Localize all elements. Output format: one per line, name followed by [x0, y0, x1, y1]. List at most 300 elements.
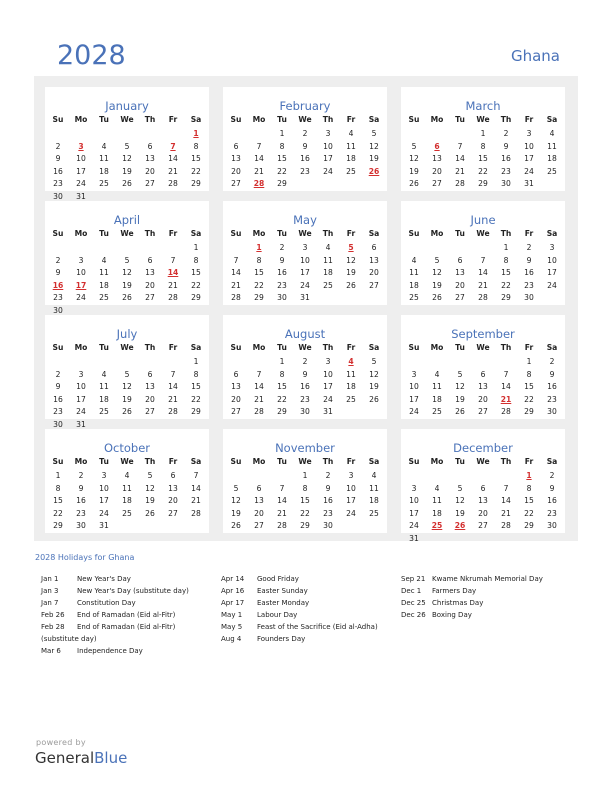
day: 19 — [346, 268, 356, 277]
weekday-header: Sa — [368, 457, 380, 466]
day: 26 — [231, 521, 241, 530]
day: 20 — [168, 496, 178, 505]
day: 22 — [524, 394, 534, 404]
day: 7 — [279, 483, 285, 493]
day: 15 — [524, 496, 534, 505]
day: 17 — [547, 268, 557, 277]
day: 14 — [455, 154, 465, 163]
holiday-day: 5 — [348, 243, 354, 252]
holiday-name: Labour Day — [257, 611, 298, 619]
day: 15 — [501, 268, 511, 277]
day: 31 — [76, 419, 86, 429]
weekday-header: Fr — [168, 115, 178, 124]
day: 22 — [191, 280, 201, 290]
day: 30 — [53, 191, 63, 201]
day: 18 — [122, 496, 132, 505]
day: 3 — [348, 471, 354, 480]
day: 6 — [480, 369, 486, 379]
weekday-header: Th — [144, 115, 156, 124]
weekday-header: Sa — [546, 457, 558, 466]
day: 5 — [124, 141, 130, 151]
day: 21 — [478, 280, 488, 290]
day: 11 — [547, 141, 557, 151]
day: 2 — [302, 357, 308, 366]
day: 11 — [409, 268, 419, 277]
day: 10 — [300, 255, 310, 265]
day: 29 — [53, 521, 63, 530]
day: 29 — [277, 179, 287, 188]
day: 9 — [302, 369, 308, 379]
day: 8 — [193, 255, 199, 265]
day: 24 — [323, 394, 333, 404]
day: 22 — [277, 394, 287, 404]
weekday-header: Su — [52, 343, 64, 352]
weekday-header: Su — [52, 229, 64, 238]
day: 2 — [325, 471, 331, 480]
day: 6 — [457, 255, 463, 265]
day: 17 — [323, 154, 333, 163]
day: 22 — [254, 280, 264, 290]
day: 7 — [170, 255, 176, 265]
day: 24 — [76, 293, 86, 302]
day: 17 — [524, 154, 534, 163]
weekday-header: We — [476, 457, 490, 466]
day: 4 — [411, 255, 417, 265]
day: 3 — [101, 471, 107, 480]
day: 31 — [524, 179, 534, 188]
day: 14 — [501, 382, 511, 391]
holidays-title: 2028 Holidays for Ghana — [35, 553, 135, 562]
day: 1 — [480, 129, 486, 138]
day: 5 — [457, 369, 463, 379]
day: 27 — [455, 293, 465, 302]
day: 29 — [191, 407, 201, 416]
month-panel-december — [401, 429, 565, 543]
weekday-header: Fr — [168, 229, 178, 238]
weekday-header: Sa — [546, 115, 558, 124]
day: 3 — [549, 243, 555, 252]
day: 16 — [277, 268, 287, 277]
weekday-header: Fr — [168, 343, 178, 352]
powered-by-text: powered by — [36, 738, 86, 747]
day: 20 — [369, 268, 379, 277]
month-name: June — [470, 213, 496, 227]
weekday-header: Tu — [455, 457, 465, 466]
holiday-name: Boxing Day — [432, 611, 472, 619]
weekday-header: Su — [230, 343, 242, 352]
day: 29 — [524, 407, 534, 416]
day: 20 — [254, 508, 264, 518]
day: 29 — [501, 293, 511, 302]
day: 19 — [122, 166, 132, 176]
day: 25 — [323, 280, 333, 290]
weekday-header: Mo — [430, 343, 444, 352]
holiday-day: 6 — [434, 141, 440, 151]
day: 1 — [55, 471, 61, 480]
day: 12 — [455, 496, 465, 505]
day: 11 — [432, 382, 442, 391]
months-grid — [34, 76, 578, 541]
day: 7 — [256, 141, 262, 151]
day: 29 — [478, 179, 488, 188]
day: 4 — [101, 255, 107, 265]
day: 10 — [323, 141, 333, 151]
weekday-header: Tu — [99, 115, 109, 124]
day: 1 — [193, 357, 199, 366]
holiday-date: Aug 4 — [221, 635, 242, 643]
day: 14 — [168, 154, 178, 163]
day: 7 — [170, 369, 176, 379]
day: 25 — [99, 293, 109, 302]
day: 20 — [478, 394, 488, 404]
day: 18 — [432, 394, 442, 404]
day: 9 — [503, 141, 509, 151]
weekday-header: We — [298, 343, 312, 352]
day: 29 — [191, 179, 201, 188]
day: 9 — [55, 268, 61, 277]
day: 22 — [524, 508, 534, 518]
day: 31 — [76, 191, 86, 201]
month-panel-february — [223, 87, 387, 191]
weekday-header: We — [120, 343, 134, 352]
day: 10 — [323, 369, 333, 379]
weekday-header: Mo — [430, 115, 444, 124]
day: 11 — [346, 141, 356, 151]
day: 6 — [256, 483, 262, 493]
day: 12 — [145, 483, 155, 493]
day: 17 — [409, 508, 419, 518]
day: 13 — [369, 255, 379, 265]
weekday-header: Mo — [252, 457, 266, 466]
day: 31 — [99, 521, 109, 530]
month-panel-june — [401, 201, 565, 305]
day: 3 — [78, 369, 84, 379]
weekday-header: Tu — [277, 229, 287, 238]
day: 23 — [300, 166, 310, 176]
day: 21 — [254, 166, 264, 176]
weekday-header: Th — [500, 343, 512, 352]
day: 26 — [122, 293, 132, 302]
day: 4 — [325, 243, 331, 252]
weekday-header: Tu — [455, 229, 465, 238]
month-panel-august — [223, 315, 387, 419]
day: 8 — [302, 483, 308, 493]
holiday-name: Easter Sunday — [257, 587, 308, 595]
day: 28 — [478, 293, 488, 302]
day: 21 — [168, 280, 178, 290]
weekday-header: Su — [408, 457, 420, 466]
weekday-header: Mo — [430, 229, 444, 238]
day: 15 — [277, 154, 287, 163]
day: 4 — [348, 129, 354, 138]
day: 24 — [524, 166, 534, 176]
day: 15 — [191, 154, 201, 163]
day: 11 — [99, 268, 109, 277]
holiday-date: Dec 1 — [401, 587, 422, 595]
weekday-header: We — [120, 457, 134, 466]
day: 8 — [193, 369, 199, 379]
day: 28 — [191, 508, 201, 518]
month-name: May — [293, 213, 317, 227]
day: 12 — [231, 496, 241, 505]
holiday-date: Apr 16 — [221, 587, 245, 595]
day: 29 — [300, 521, 310, 530]
day: 21 — [254, 394, 264, 404]
day: 24 — [346, 508, 356, 518]
day: 27 — [254, 521, 264, 530]
day: 25 — [409, 293, 419, 302]
day: 19 — [369, 154, 379, 163]
day: 27 — [168, 508, 178, 518]
month-name: December — [453, 441, 513, 455]
day: 1 — [526, 357, 532, 366]
day: 7 — [256, 369, 262, 379]
day: 27 — [369, 280, 379, 290]
day: 26 — [122, 179, 132, 188]
day: 27 — [145, 293, 155, 302]
day: 17 — [76, 166, 86, 176]
holiday-day: 1 — [193, 129, 199, 138]
weekday-header: Su — [408, 115, 420, 124]
day: 16 — [300, 382, 310, 391]
day: 7 — [457, 141, 463, 151]
weekday-header: We — [298, 115, 312, 124]
day: 25 — [369, 508, 379, 518]
day: 24 — [323, 166, 333, 176]
day: 5 — [147, 471, 153, 480]
day: 25 — [346, 394, 356, 404]
weekday-header: We — [120, 115, 134, 124]
day: 30 — [323, 521, 333, 530]
day: 30 — [524, 293, 534, 302]
weekday-header: Su — [230, 457, 242, 466]
month-name: March — [465, 99, 501, 113]
day: 17 — [346, 496, 356, 505]
day: 30 — [53, 305, 63, 315]
day: 1 — [193, 243, 199, 252]
day: 10 — [346, 483, 356, 493]
day: 3 — [325, 129, 331, 138]
day: 3 — [526, 129, 532, 138]
month-panel-october — [45, 429, 209, 533]
day: 8 — [193, 141, 199, 151]
day: 2 — [55, 369, 61, 379]
day: 28 — [231, 293, 241, 302]
day: 3 — [78, 255, 84, 265]
day: 7 — [193, 471, 199, 480]
day: 5 — [371, 357, 377, 366]
day: 30 — [547, 521, 557, 530]
month-panel-april — [45, 201, 209, 315]
holiday-day: 21 — [500, 394, 512, 404]
day: 28 — [501, 407, 511, 416]
day: 22 — [191, 394, 201, 404]
day: 8 — [279, 369, 285, 379]
day: 6 — [371, 243, 377, 252]
day: 20 — [455, 280, 465, 290]
day: 12 — [432, 268, 442, 277]
weekday-header: Th — [144, 457, 156, 466]
day: 31 — [409, 533, 419, 543]
day: 27 — [478, 407, 488, 416]
weekday-header: Fr — [346, 343, 356, 352]
weekday-header: Fr — [168, 457, 178, 466]
day: 11 — [99, 382, 109, 391]
weekday-header: Fr — [346, 229, 356, 238]
day: 7 — [503, 483, 509, 493]
day: 9 — [549, 369, 555, 379]
day: 27 — [145, 407, 155, 416]
holiday-day: 26 — [368, 166, 380, 176]
day: 16 — [53, 166, 63, 176]
day: 15 — [191, 382, 201, 391]
month-panel-november — [223, 429, 387, 533]
day: 21 — [501, 508, 511, 518]
day: 6 — [233, 369, 239, 379]
day: 19 — [122, 394, 132, 404]
day: 19 — [145, 496, 155, 505]
day: 4 — [549, 129, 555, 138]
holiday-date: Feb 28 — [41, 623, 65, 631]
day: 2 — [503, 129, 509, 138]
day: 12 — [409, 154, 419, 163]
day: 16 — [547, 382, 557, 391]
day: 6 — [147, 369, 153, 379]
year-title: 2028 — [57, 40, 126, 71]
day: 11 — [99, 154, 109, 163]
day: 2 — [78, 471, 84, 480]
day: 10 — [99, 483, 109, 493]
day: 16 — [300, 154, 310, 163]
day: 1 — [302, 471, 308, 480]
day: 4 — [124, 471, 130, 480]
day: 24 — [409, 521, 419, 530]
day: 9 — [55, 154, 61, 163]
weekday-header: We — [120, 229, 134, 238]
day: 20 — [432, 166, 442, 176]
day: 12 — [369, 141, 379, 151]
day: 15 — [478, 154, 488, 163]
day: 26 — [369, 394, 379, 404]
day: 25 — [99, 179, 109, 188]
holiday-day: 7 — [170, 141, 176, 151]
month-name: October — [103, 441, 151, 455]
day: 14 — [501, 496, 511, 505]
day: 23 — [524, 280, 534, 290]
weekday-header: We — [298, 229, 312, 238]
day: 15 — [53, 496, 63, 505]
weekday-header: Sa — [546, 229, 558, 238]
day: 18 — [99, 166, 109, 176]
weekday-header: Sa — [368, 343, 380, 352]
day: 23 — [76, 508, 86, 518]
brand-part-general: General — [35, 749, 95, 767]
day: 9 — [325, 483, 331, 493]
holiday-date: May 1 — [221, 611, 243, 619]
day: 15 — [277, 382, 287, 391]
day: 2 — [55, 141, 61, 151]
day: 8 — [256, 255, 262, 265]
day: 13 — [455, 268, 465, 277]
month-name: February — [279, 99, 331, 113]
day: 2 — [302, 129, 308, 138]
day: 23 — [300, 394, 310, 404]
day: 30 — [76, 521, 86, 530]
weekday-header: Th — [500, 457, 512, 466]
weekday-header: Su — [52, 115, 64, 124]
day: 24 — [547, 280, 557, 290]
weekday-header: Th — [144, 343, 156, 352]
day: 11 — [122, 483, 132, 493]
day: 14 — [168, 382, 178, 391]
day: 5 — [124, 255, 130, 265]
day: 27 — [432, 179, 442, 188]
day: 21 — [455, 166, 465, 176]
weekday-header: Su — [408, 343, 420, 352]
day: 20 — [478, 508, 488, 518]
weekday-header: Fr — [524, 229, 534, 238]
day: 17 — [409, 394, 419, 404]
holiday-date: Jan 3 — [41, 587, 59, 595]
holiday-day: 1 — [256, 243, 262, 252]
day: 3 — [325, 357, 331, 366]
weekday-header: Fr — [524, 115, 534, 124]
day: 26 — [455, 407, 465, 416]
day: 10 — [76, 382, 86, 391]
day: 11 — [432, 496, 442, 505]
holiday-name: Kwame Nkrumah Memorial Day — [432, 575, 543, 583]
weekday-header: Sa — [190, 343, 202, 352]
day: 2 — [279, 243, 285, 252]
day: 14 — [478, 268, 488, 277]
day: 9 — [526, 255, 532, 265]
holiday-day: 14 — [167, 268, 179, 277]
day: 15 — [191, 268, 201, 277]
day: 13 — [168, 483, 178, 493]
holiday-name: New Year's Day (substitute day) — [77, 587, 189, 595]
weekday-header: Tu — [99, 457, 109, 466]
day: 30 — [300, 407, 310, 416]
brand-logo[interactable] — [35, 749, 127, 767]
holiday-name: End of Ramadan (Eid al-Fitr) — [77, 623, 176, 631]
weekday-header: Mo — [252, 229, 266, 238]
day: 6 — [480, 483, 486, 493]
day: 28 — [168, 179, 178, 188]
holiday-name: Constitution Day — [77, 599, 136, 607]
day: 15 — [524, 382, 534, 391]
weekday-header: Su — [230, 115, 242, 124]
day: 13 — [478, 496, 488, 505]
day: 5 — [411, 141, 417, 151]
day: 21 — [277, 508, 287, 518]
day: 2 — [549, 357, 555, 366]
day: 16 — [76, 496, 86, 505]
day: 28 — [254, 407, 264, 416]
day: 9 — [55, 382, 61, 391]
day: 2 — [526, 243, 532, 252]
day: 5 — [124, 369, 130, 379]
day: 18 — [369, 496, 379, 505]
day: 18 — [346, 154, 356, 163]
day: 1 — [279, 357, 285, 366]
weekday-header: We — [476, 115, 490, 124]
day: 20 — [145, 280, 155, 290]
day: 23 — [547, 508, 557, 518]
day: 25 — [432, 407, 442, 416]
day: 4 — [434, 369, 440, 379]
day: 21 — [191, 496, 201, 505]
day: 30 — [277, 293, 287, 302]
